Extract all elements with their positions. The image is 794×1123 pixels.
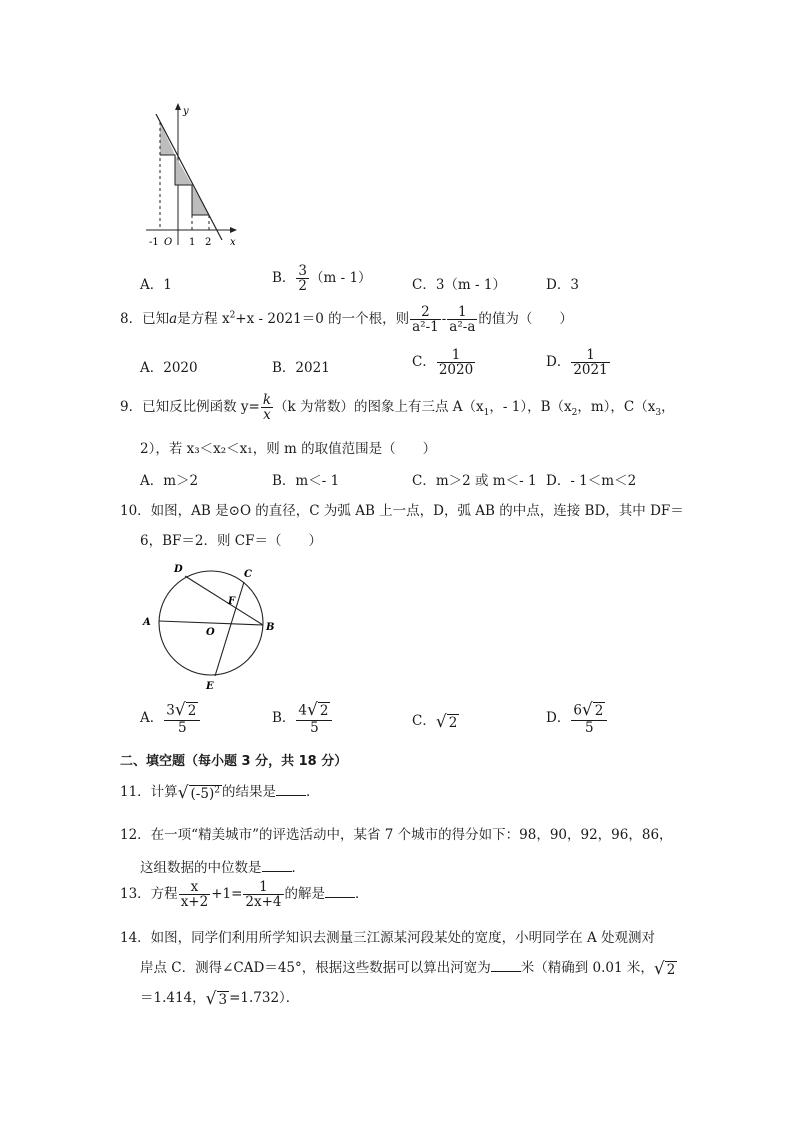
q14-stem-line3: ＝1.414，√ 3 =1.732）． [140,988,300,1009]
q14-stem-line2: 岸点 C．测得∠CAD＝45°，根据这些数据可以算出河宽为 米（精确到 0.01 米，√ 2 [140,958,676,979]
q14-stem-line1: 14．如图，同学们利用所学知识去测量三江源某河段某处的宽度，小明同学在 A 处观测对 [120,930,656,946]
q9-option-a[interactable]: A．m＞2 [140,473,199,489]
q9-option-b[interactable]: B．m＜- 1 [272,473,340,489]
q12-answer-blank[interactable] [262,859,292,872]
q14-answer-blank[interactable] [491,959,521,972]
graph-tick-o: O [164,237,173,248]
q11-answer-blank[interactable] [276,783,306,796]
q8-option-c[interactable]: C． $\frac{1}{2020}$ [412,347,474,379]
q11-stem: 11．计算√ $(-5)^2$ 的结果是 ． [120,782,320,803]
label-A: A [143,617,151,628]
graph-x-label: x [230,237,236,248]
q13-answer-blank[interactable] [325,885,355,898]
q10-option-a[interactable]: A． $\frac{3√ 2}{5}$ [140,702,201,735]
graph-tick-neg1: -1 [149,237,159,248]
q7-option-b[interactable]: B． $\frac{3}{2}$ （m - 1） [272,263,372,295]
q9-stem-line1: 9．已知反比例函数 y= $\frac{k}{x}$ （k 为常数）的图象上有三点 $A(x_1$，- 1），$B(x_2$，m），$C(x_3$， [120,392,675,424]
label-F: F [228,596,236,607]
q7-option-a[interactable]: A．1 [140,277,172,293]
label-C: C [244,569,252,580]
q7-graph [138,100,248,255]
q9-stem-line2: 2），若 x₃＜x₂＜x₁，则 m 的取值范围是（ ） [140,441,437,457]
q10-stem-line1: 10．如图，AB 是⊙O 的直径，C 为弧 AB 上一点，D，弧 AB 的中点，连接 BD，其中 DF＝ [120,503,684,519]
q10-option-d[interactable]: D． $\frac{6√ 2}{5}$ [546,702,608,735]
q8-option-b[interactable]: B．2021 [272,360,330,376]
q9-option-d[interactable]: D．- 1＜m＜2 [546,473,637,489]
q8-stem: 8．已知a是方程 $x^2+x - 2021=0$ 的一个根，则 $\frac{2}{\text{a²-1}}$ - $\frac{1}{\text{a²-a}}$ 的值为（ ） [120,304,573,336]
q12-stem-line2: 这组数据的中位数是 ． [140,860,305,876]
q8-option-d[interactable]: D． $\frac{1}{2021}$ [546,347,608,379]
label-D: D [174,564,183,575]
label-O: O [206,627,215,638]
q10-stem-line2: 6，BF＝2．则 CF＝（ ） [140,533,322,549]
q10-circle-figure [138,560,283,695]
q13-stem: 13．方程 $\frac{x}{x+2}$ +1= $\frac{1}{2x+4}$ 的解是 ． [120,879,369,911]
q10-option-c[interactable]: C．√ 2 [412,711,458,732]
q12-stem-line1: 12．在一项“精美城市”的评选活动中，某省 7 个城市的得分如下：98，90，92，96，86， [120,827,673,843]
q8-option-a[interactable]: A．2020 [140,360,198,376]
q10-option-b[interactable]: B． $\frac{4√ 2}{5}$ [272,702,333,735]
q7-option-d[interactable]: D．3 [546,277,579,293]
label-B: B [266,622,275,633]
q7-option-c[interactable]: C．3（m - 1） [412,277,506,293]
graph-y-label: y [183,106,189,117]
label-E: E [206,681,214,692]
section-2-title: 二、填空题（每小题 3 分，共 18 分） [120,754,348,769]
graph-tick-2: 2 [205,237,212,248]
q9-option-c[interactable]: C．m＞2 或 m＜- 1 [412,473,537,489]
graph-tick-1: 1 [189,237,196,248]
